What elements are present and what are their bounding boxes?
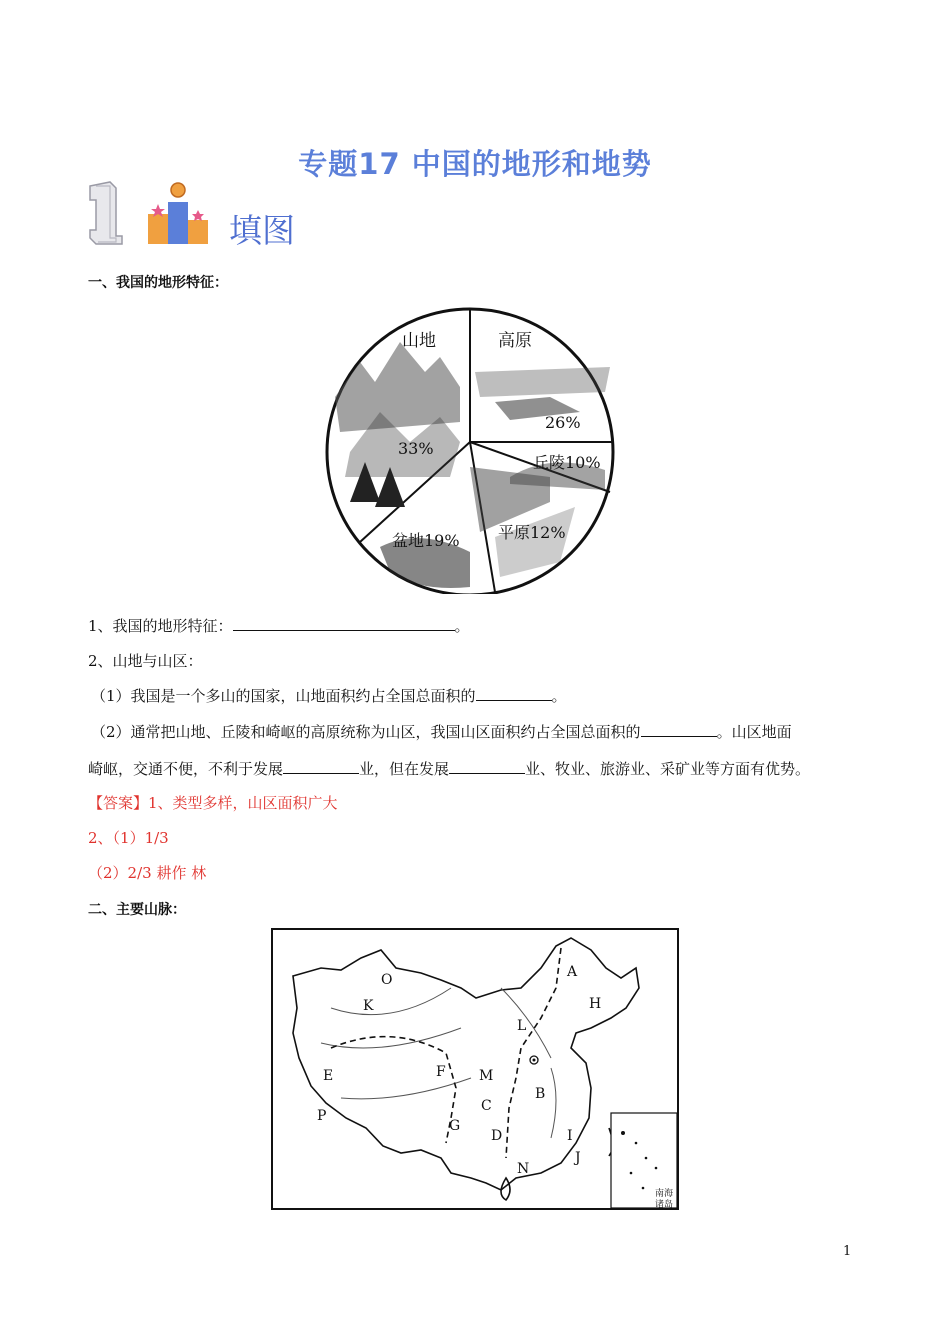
answer-line-3: （2）2/3 耕作 林 [88,864,207,882]
map-letter-m: M [479,1068,494,1084]
china-mountains-map [271,928,679,1210]
pie-label-gaoyuan: 高原 [498,331,532,351]
terrain-pie-figure [320,302,630,594]
inset-label-1: 南海 [655,1189,674,1199]
section-badge-icon [88,180,218,246]
map-letter-p: P [317,1108,327,1124]
map-letter-j: J [575,1150,581,1166]
section-label: 填图 [229,211,295,250]
map-letter-i: I [567,1128,573,1144]
answer-line-2: 2、（1）1/3 [88,829,169,847]
map-letter-d: D [491,1128,503,1144]
part2-heading: 二、主要山脉： [88,902,186,918]
question-2-1: （1）我国是一个多山的国家，山地面积约占全国总面积的 。 [91,684,567,706]
question-2-2: （2）通常把山地、丘陵和崎岖的高原统称为山区，我国山区面积约占全国总面积的 。山区地面 [91,720,792,742]
map-letter-g: G [449,1118,461,1134]
page-number: 1 [843,1244,852,1259]
map-letter-o: O [381,972,393,988]
inset-label-2: 诸岛 [655,1200,674,1210]
blank-2-2[interactable] [641,720,717,737]
pie-label-shandi-pct: 33% [398,439,434,458]
map-letter-e: E [323,1068,334,1084]
map-letter-k: K [363,998,374,1014]
blank-2-4[interactable] [449,757,525,774]
map-letter-l: L [517,1018,527,1034]
map-letter-b: B [535,1086,546,1102]
blank-2-1[interactable] [476,684,552,701]
blank-2-3[interactable] [283,757,359,774]
map-letter-n: N [517,1161,530,1177]
map-letter-h: H [589,996,602,1012]
question-2-3: 崎岖，交通不便，不利于发展 业，但在发展 业、牧业、旅游业、采矿业等方面有优势。 [88,757,810,779]
map-letter-c: C [481,1098,492,1114]
question-1: 1、我国的地形特征： 。 [88,614,470,636]
map-letter-a: A [567,964,578,980]
pie-label-shandi: 山地 [402,331,436,351]
question-2-heading: 2、山地与山区： [88,652,203,670]
pie-body [327,309,613,594]
pie-label-pingyuan: 平原12% [498,523,566,542]
blank-1[interactable] [233,614,455,631]
pie-label-gaoyuan-pct: 26% [545,413,581,432]
part1-heading: 一、我国的地形特征： [88,275,228,291]
map-letter-f: F [436,1064,446,1080]
page-title: 专题17 中国的地形和地势 [298,147,652,181]
pie-label-qiuling: 丘陵10% [533,453,601,472]
pie-label-pendi: 盆地19% [392,531,460,550]
answer-line-1: 【答案】1、类型多样，山区面积广大 [88,794,338,812]
